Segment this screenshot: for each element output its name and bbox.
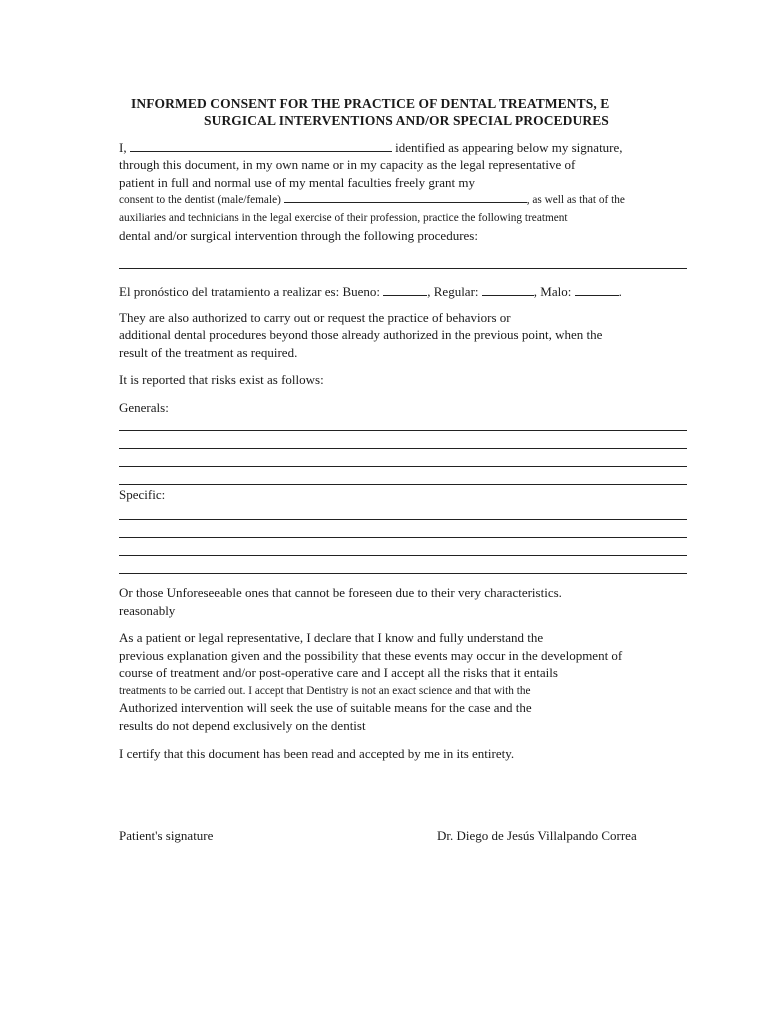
prognosis-regular-label: , Regular: — [427, 284, 482, 299]
specific-blank-line-1[interactable] — [119, 519, 687, 520]
generals-label: Generals: — [119, 400, 169, 415]
generals-blank-line-2[interactable] — [119, 448, 687, 449]
document-title-line-2: SURGICAL INTERVENTIONS AND/OR SPECIAL PROCEDURES — [204, 113, 609, 128]
declaration-line-3: course of treatment and/or post-operative care and I accept all the risks that it entails — [119, 665, 558, 680]
unforeseeable-line-2: reasonably — [119, 603, 176, 618]
authorization-line-1: They are also authorized to carry out or request the practice of behaviors or — [119, 310, 511, 325]
dentist-suffix: , as well as that of the — [526, 194, 625, 206]
intro-i-prefix: I, — [119, 140, 130, 155]
unforeseeable-line-1: Or those Unforeseeable ones that cannot be foreseen due to their very characteristics. — [119, 585, 562, 600]
document-title-line-1: INFORMED CONSENT FOR THE PRACTICE OF DENTAL TREATMENTS, E — [131, 96, 610, 111]
declaration-line-2: previous explanation given and the possibility that these events may occur in the development of — [119, 648, 623, 663]
intro-line-3: patient in full and normal use of my mental faculties freely grant my — [119, 175, 475, 190]
declaration-line-5: Authorized intervention will seek the use of suitable means for the case and the — [119, 700, 532, 715]
dentist-signature-label: Dr. Diego de Jesús Villalpando Correa — [437, 828, 637, 843]
intro-line-2: through this document, in my own name or in my capacity as the legal representative of — [119, 157, 576, 172]
specific-blank-line-3[interactable] — [119, 555, 687, 556]
dentist-prefix: consent to the dentist (male/female) — [119, 194, 284, 206]
prognosis-regular-blank[interactable] — [482, 283, 534, 296]
intro-identified-text: identified as appearing below my signature, — [391, 140, 623, 155]
generals-blank-line-3[interactable] — [119, 466, 687, 467]
name-blank[interactable] — [130, 139, 392, 152]
declaration-line-4: treatments to be carried out. I accept that Dentistry is not an exact science and that with the — [119, 685, 531, 697]
dentist-name-blank[interactable] — [284, 192, 527, 203]
certify-statement: I certify that this document has been read and accepted by me in its entirety. — [119, 746, 515, 761]
intro-line-1 — [119, 139, 623, 156]
authorization-line-3: result of the treatment as required. — [119, 345, 298, 360]
prognosis-malo-label: , Malo: — [533, 284, 575, 299]
prognosis-end: . — [618, 284, 622, 299]
prognosis-malo-blank[interactable] — [575, 283, 619, 296]
generals-blank-line-4[interactable] — [119, 484, 687, 485]
intro-line-6: dental and/or surgical intervention through the following procedures: — [119, 228, 478, 243]
prognosis-line — [119, 283, 622, 300]
procedures-blank-line[interactable] — [119, 268, 687, 269]
declaration-line-1: As a patient or legal representative, I declare that I know and fully understand the — [119, 630, 544, 645]
specific-blank-line-2[interactable] — [119, 537, 687, 538]
generals-blank-line-1[interactable] — [119, 430, 687, 431]
declaration-line-6: results do not depend exclusively on the dentist — [119, 718, 366, 733]
specific-label: Specific: — [119, 487, 166, 502]
patient-signature-label: Patient's signature — [119, 828, 214, 843]
prognosis-bueno-blank[interactable] — [383, 283, 427, 296]
risks-intro: It is reported that risks exist as follows: — [119, 372, 324, 387]
specific-blank-line-4[interactable] — [119, 573, 687, 574]
prognosis-label: El pronóstico del tratamiento a realizar es: Bueno: — [119, 284, 384, 299]
intro-line-5: auxiliaries and technicians in the legal exercise of their profession, practice the following treatment — [119, 212, 568, 224]
intro-line-4 — [119, 192, 625, 208]
authorization-line-2: additional dental procedures beyond those already authorized in the previous point, when the — [119, 327, 603, 342]
